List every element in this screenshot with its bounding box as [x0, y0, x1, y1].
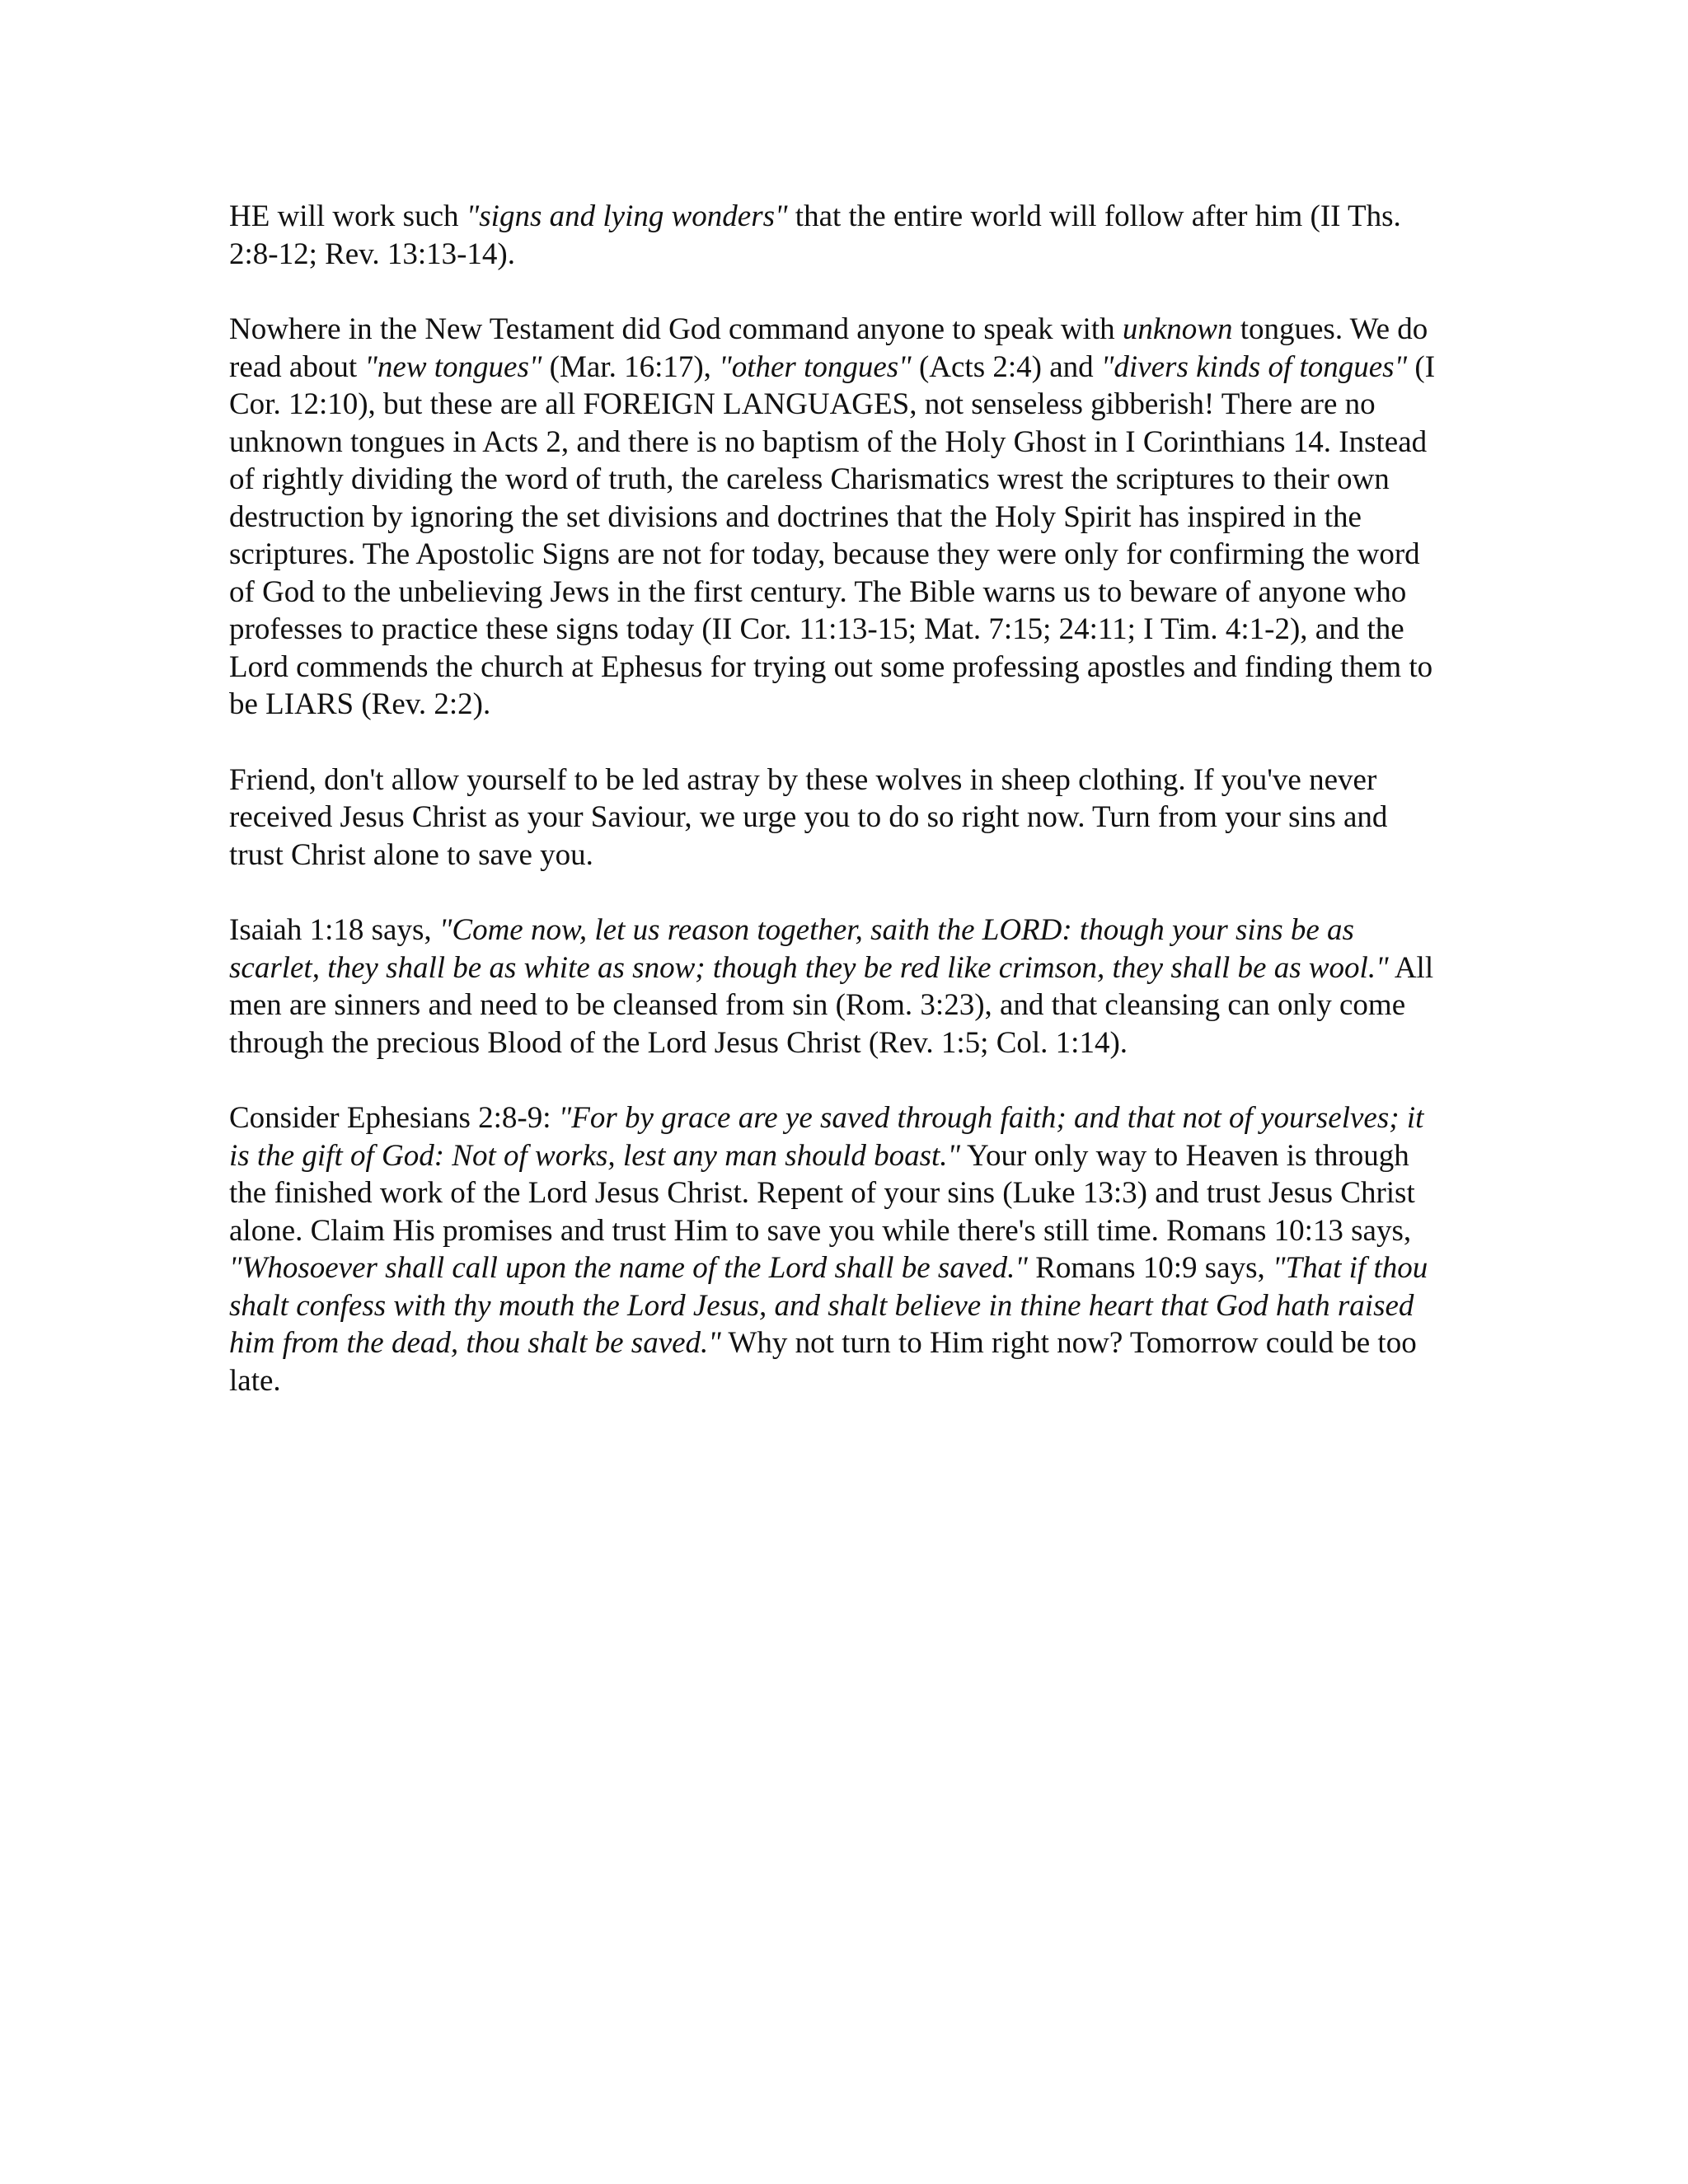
italic-quote-text: "Whosoever shall call upon the name of the Lord shall be saved." — [229, 1251, 1028, 1285]
italic-quote-text: "Come now, let us reason together, saith the LORD: though your sins be as scarlet, they shall be as white as snow; though they be red like crimson, they shall be as wool." — [229, 913, 1389, 985]
italic-quote-text: unknown — [1122, 312, 1233, 346]
body-text: (Acts 2:4) and — [911, 349, 1101, 384]
body-text: (Mar. 16:17), — [542, 349, 720, 384]
body-text: Nowhere in the New Testament did God command anyone to speak with — [229, 312, 1123, 346]
body-text: Isaiah 1:18 says, — [229, 913, 439, 947]
italic-quote-text: "For by grace are ye saved through faith; and that not of yourselves; it is the gift of God: Not of works, lest any man should boast." — [229, 1101, 1432, 1173]
body-text: tongues. We do read about — [229, 312, 1436, 384]
paragraph-p2 — [229, 311, 1449, 724]
body-text: Why not turn to Him right now? Tomorrow could be too late. — [229, 1326, 1424, 1398]
body-text: that the entire world will follow after him (II Ths. 2:8-12; Rev. 13:13-14). — [229, 199, 1409, 271]
body-text: Romans 10:9 says, — [1027, 1251, 1273, 1285]
body-text: All men are sinners and need to be cleansed from sin (Rom. 3:23), and that cleansing can only come through the precious Blood of the Lord Jesus Christ (Rev. 1:5; Col. 1:14). — [229, 950, 1442, 1060]
paragraph-p3 — [229, 762, 1449, 874]
paragraph-p5 — [229, 1099, 1449, 1399]
document-body — [229, 198, 1449, 1437]
body-text: HE will work such — [229, 199, 467, 233]
italic-quote-text: "other tongues" — [719, 349, 912, 384]
body-text: Your only way to Heaven is through the finished work of the Lord Jesus Christ. Repent of your sins (Luke 13:3) and trust Jesus Christ alone. Claim His promises and trust Him to save you while there's still time. Romans 10:13 says, — [229, 1138, 1423, 1248]
italic-quote-text: "divers kinds of tongues" — [1100, 349, 1408, 384]
italic-quote-text: "signs and lying wonders" — [466, 199, 788, 233]
italic-quote-text: "That if thou shalt confess with thy mouth the Lord Jesus, and shalt believe in thine heart that God hath raised him from the dead, thou shalt be saved." — [229, 1251, 1436, 1360]
body-text: (I Cor. 12:10), but these are all FOREIGN LANGUAGES, not senseless gibberish! There are no unknown tongues in Acts 2, and there is no baptism of the Holy Ghost in I Corinthians 14. Instead of rightly dividing the word of truth, the careless Charismatics wrest the scriptures to their own destruction by ignoring the set divisions and doctrines that the Holy Spirit has inspired in the scriptures. The Apostolic Signs are not for today, because they were only for confirming the word of God to the unbelieving Jews in the first century. The Bible warns us to beware of anyone who professes to practice these signs today (II Cor. 11:13-15; Mat. 7:15; 24:11; I Tim. 4:1-2), and the Lord commends the church at Ephesus for trying out some professing apostles and finding them to be LIARS (Rev. 2:2). — [229, 349, 1443, 721]
paragraph-p1 — [229, 198, 1449, 273]
paragraph-p4 — [229, 912, 1449, 1062]
body-text: Friend, don't allow yourself to be led astray by these wolves in sheep clothing. If you've never received Jesus Christ as your Saviour, we urge you to do so right now. Turn from your sins and trust Christ alone to save you. — [229, 762, 1395, 872]
body-text: Consider Ephesians 2:8-9: — [229, 1101, 559, 1135]
italic-quote-text: "new tongues" — [364, 349, 542, 384]
